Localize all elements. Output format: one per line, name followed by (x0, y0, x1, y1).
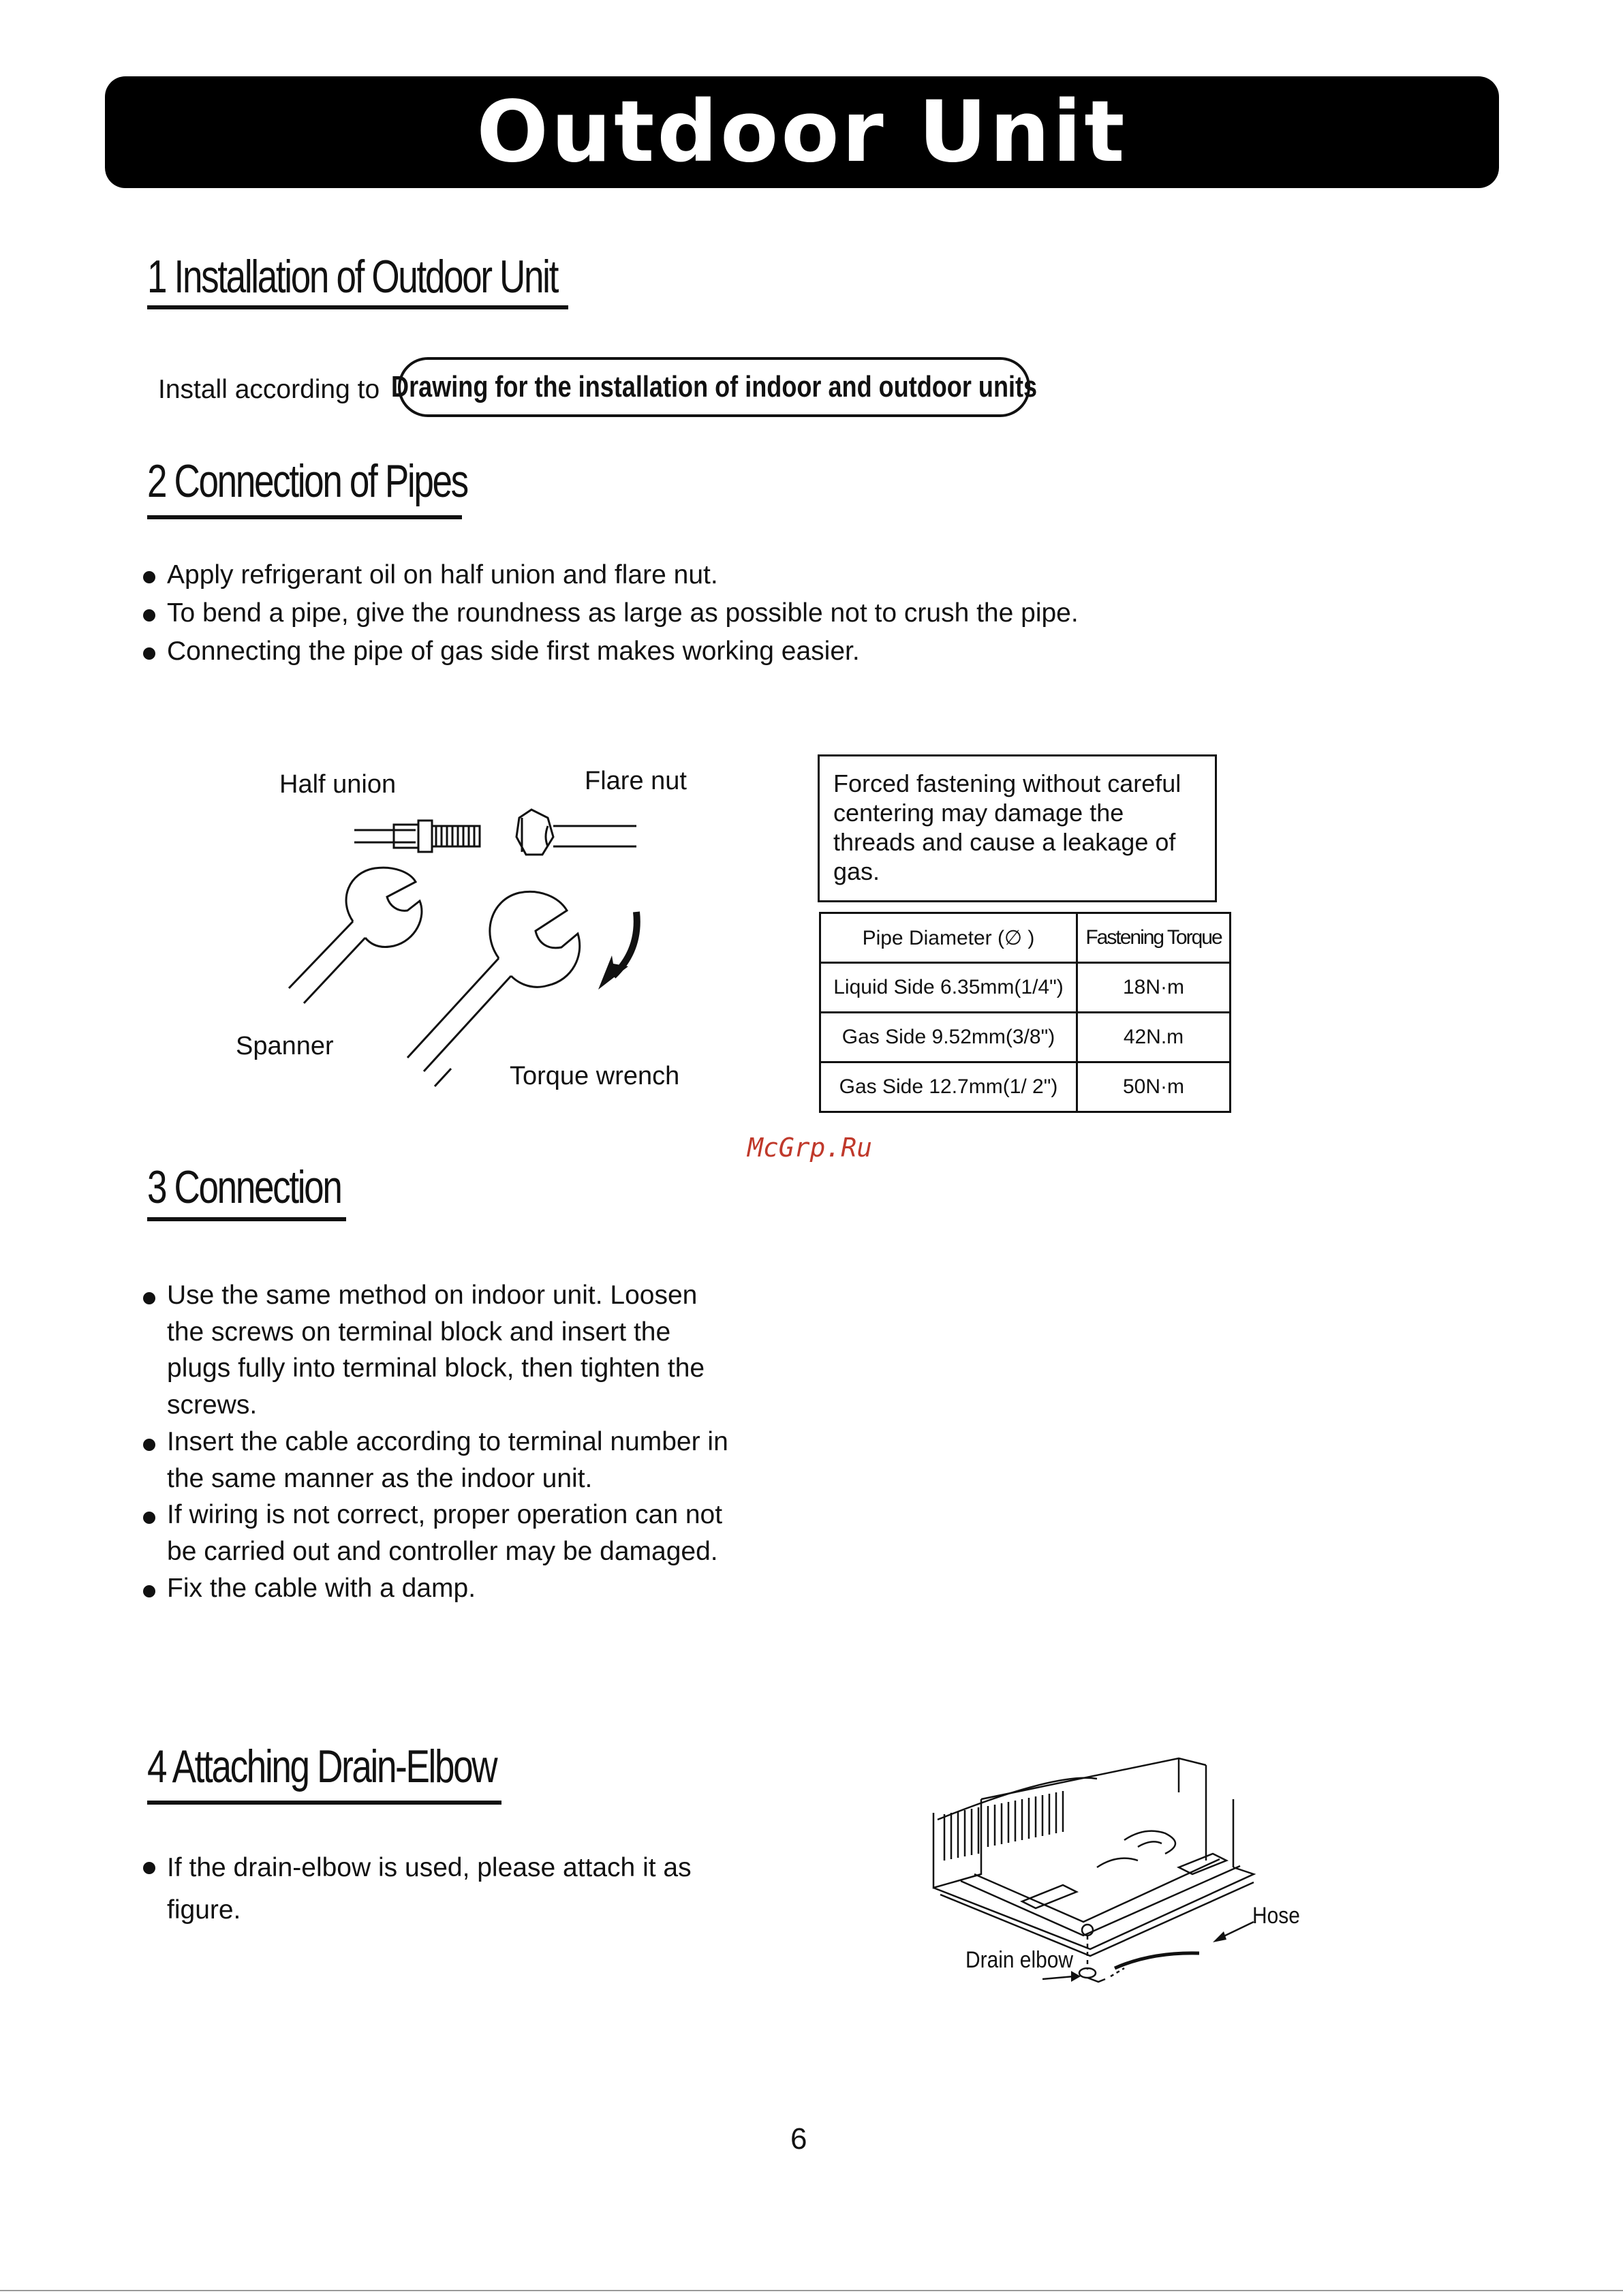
list-item: If the drain-elbow is used, please attach it as figure. (143, 1847, 729, 1931)
spanner-label: Spanner (236, 1032, 334, 1060)
table-cell: Liquid Side 6.35mm(1/4") (820, 963, 1077, 1013)
table-cell: 18N·m (1077, 963, 1231, 1013)
page-bottom-edge (0, 2290, 1623, 2291)
wrench-pipe-illustration (273, 797, 654, 1097)
table-header-row (820, 913, 1231, 963)
section-1-underline (147, 305, 568, 309)
torque-wrench-label: Torque wrench (510, 1062, 680, 1090)
list-item: Insert the cable according to terminal number in the same manner as the indoor unit. (143, 1424, 729, 1497)
drain-elbow-label: Drain elbow (965, 1947, 1073, 1973)
drain-elbow-icon (1079, 1968, 1105, 1982)
watermark-text: McGrp.Ru (747, 1133, 873, 1163)
fastening-torque-header: Fastening Torque (1077, 913, 1231, 963)
list-item: Use the same method on indoor unit. Loosen the screws on terminal block and insert the plugs fully into terminal block, then tighten the screws. (143, 1277, 729, 1424)
fastening-warning-note: Forced fastening without careful centering may damage the threads and cause a leakage of gas. (818, 754, 1217, 902)
torque-table (819, 912, 1231, 1113)
flare-nut-label: Flare nut (585, 767, 687, 795)
list-item: If wiring is not correct, proper operation can not be carried out and controller may be damaged. (143, 1497, 729, 1570)
spanner-icon (289, 868, 422, 1003)
page-number: 6 (790, 2122, 807, 2156)
list-item: Connecting the pipe of gas side first makes working easier. (143, 632, 1079, 671)
half-union-icon (354, 821, 480, 852)
list-item: To bend a pipe, give the roundness as large as possible not to crush the pipe. (143, 594, 1079, 632)
section-2-bullet-list (143, 556, 1079, 671)
section-1-heading: 1 Installation of Outdoor Unit (147, 251, 558, 303)
section-2-heading: 2 Connection of Pipes (147, 455, 467, 507)
install-reference-text: Drawing for the installation of indoor and outdoor units (390, 370, 1038, 403)
section-4-bullet-list (143, 1847, 729, 1931)
table-row (820, 1062, 1231, 1112)
install-reference-pill (390, 357, 1038, 417)
section-3-heading: 3 Connection (147, 1161, 341, 1213)
install-intro-text: Install according to (158, 375, 380, 404)
list-item: Fix the cable with a damp. (143, 1570, 729, 1607)
section-2-underline (147, 515, 462, 519)
flare-nut-icon (516, 810, 636, 855)
torque-wrench-icon (407, 891, 580, 1086)
table-cell: 50N·m (1077, 1062, 1231, 1112)
table-row (820, 1013, 1231, 1062)
list-item: Apply refrigerant oil on half union and flare nut. (143, 556, 1079, 594)
rotation-arrow-icon (598, 912, 637, 990)
table-row (820, 963, 1231, 1013)
section-3-underline (147, 1217, 346, 1221)
page-title-bar (105, 76, 1499, 188)
section-4-heading: 4 Attaching Drain-Elbow (147, 1741, 497, 1792)
table-cell: Gas Side 12.7mm(1/ 2") (820, 1062, 1077, 1112)
table-cell: 42N.m (1077, 1013, 1231, 1062)
fan-grille-icon (938, 1778, 1097, 1861)
section-3-bullet-list (143, 1277, 729, 1606)
page-title: Outdoor Unit (476, 83, 1128, 181)
section-4-underline (147, 1801, 501, 1805)
half-union-label: Half union (279, 770, 397, 799)
hose-icon (1111, 1953, 1199, 1976)
table-cell: Gas Side 9.52mm(3/8") (820, 1013, 1077, 1062)
hose-label: Hose (1252, 1903, 1300, 1929)
pipe-diameter-header: Pipe Diameter (∅ ) (820, 913, 1077, 963)
hose-arrow-icon (1213, 1931, 1226, 1942)
